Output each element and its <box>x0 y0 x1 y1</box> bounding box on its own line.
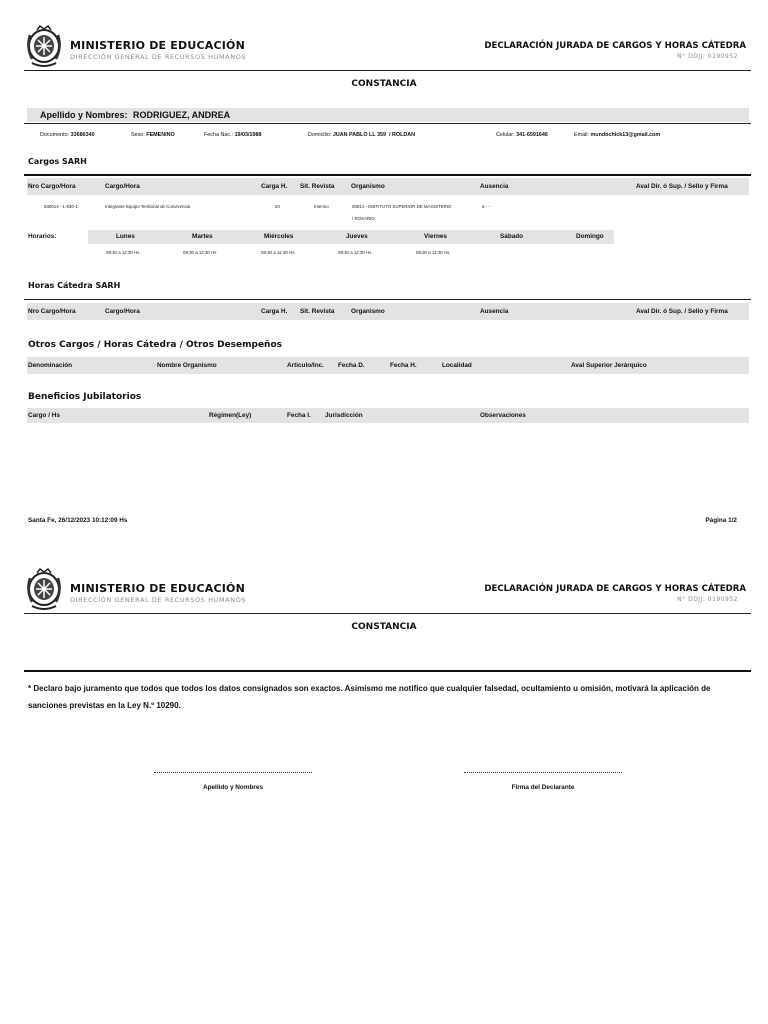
time-viernes: 08:30 a 12:30 Hs <box>416 250 450 255</box>
hc-col-nro-cargo: Nro Cargo/Hora <box>28 308 76 315</box>
ot-col-aval-superior: Aval Superior Jerárquico <box>571 362 647 369</box>
email-field: Email: mundochick13@gmail.com <box>574 132 661 138</box>
provincial-seal-icon <box>24 568 64 612</box>
col-cargo-hora: Cargo/Hora <box>105 183 140 190</box>
bj-col-jurisdiccion: Jurisdicción <box>325 412 363 419</box>
name-divider <box>24 123 751 124</box>
col-aval: Aval Dir. ó Sup. / Sello y Firma <box>636 183 728 190</box>
ot-col-fecha-d: Fecha D. <box>338 362 365 369</box>
document-title: DECLARACIÓN JURADA DE CARGOS Y HORAS CÁTEDRA <box>484 41 746 51</box>
documento-field: Documento: 33686340 <box>40 132 95 138</box>
day-jueves: Jueves <box>346 233 368 240</box>
cargo-ausencia-value: a - - <box>482 204 490 209</box>
document-number: N° DDJJ: 0190952 <box>677 53 738 60</box>
bj-col-observaciones: Observaciones <box>480 412 526 419</box>
sexo-field: Sexo: FEMENINO <box>131 132 175 138</box>
footer-page-number: Página 1/2 <box>705 517 737 524</box>
ot-col-articulo: Articulo/Inc. <box>287 362 324 369</box>
otros-header-row <box>27 357 749 374</box>
hc-col-carga-h: Carga H. <box>261 308 288 315</box>
name-value: RODRIGUEZ, ANDREA <box>133 110 231 120</box>
hc-col-organismo: Organismo <box>351 308 385 315</box>
ministry-title-page2: MINISTERIO DE EDUCACIÓN <box>70 582 245 595</box>
beneficios-header-row <box>27 408 749 423</box>
time-lunes: 08:30 a 12:30 Hs <box>106 250 140 255</box>
day-lunes: Lunes <box>116 233 135 240</box>
cargos-sarh-title: Cargos SARH <box>28 157 87 166</box>
name-label: Apellido y Nombres: <box>40 110 128 120</box>
sig-name-label: Apellido y Nombres <box>202 784 263 791</box>
celular-field: Celular: 341-6591646 <box>496 132 548 138</box>
cargos-sarh-divider <box>24 174 751 176</box>
ministry-subtitle: DIRECCIÓN GENERAL DE RECURSOS HUMANOS <box>70 53 247 61</box>
day-martes: Martes <box>192 233 213 240</box>
document-number-page2: N° DDJJ: 0190952 <box>677 596 738 603</box>
ot-col-localidad: Localidad <box>442 362 472 369</box>
declarant-signature-line <box>464 772 622 773</box>
hc-col-aval: Aval Dir. ó Sup. / Sello y Firma <box>636 308 728 315</box>
ministry-title: MINISTERIO DE EDUCACIÓN <box>70 39 245 52</box>
beneficios-title: Beneficios Jubilatorios <box>28 392 142 402</box>
ot-col-nombre-organismo: Nombre Organismo <box>157 362 217 369</box>
time-martes: 08:30 a 12:30 Hs <box>183 250 217 255</box>
horas-catedra-title: Horas Cátedra SARH <box>28 281 121 290</box>
cargo-sit-value: Interino <box>314 204 329 209</box>
document-title-page2: DECLARACIÓN JURADA DE CARGOS Y HORAS CÁTEDRA <box>484 584 746 594</box>
header-divider <box>24 70 751 71</box>
provincial-seal-icon <box>24 25 64 69</box>
cargo-name-value: Integrante Equipo Territorial de Convivencia <box>105 204 191 209</box>
declaration-text: * Declaro bajo juramento que todos que todos los datos consignados son exactos. Asimismo me notifico que cualquier falsedad, ocultamiento u omisión, motivará la aplicación de sanciones previstas en la Ley N.º 10290. <box>28 684 711 710</box>
cargo-org-value-1: 00014 - INSTITUTO SUPERIOR DE MAGISTERIO <box>352 204 452 209</box>
ot-col-fecha-h: Fecha H. <box>390 362 417 369</box>
col-carga-h: Carga H. <box>261 183 288 190</box>
day-viernes: Viernes <box>424 233 447 240</box>
domicilio-field: Domicilio: JUAN PABLO LL 359 / ROLDAN <box>308 132 416 138</box>
cargo-org-value-2: / ROSARIO <box>352 216 375 221</box>
time-jueves: 08:30 a 12:30 Hs <box>338 250 372 255</box>
header-divider-page2 <box>24 613 751 614</box>
horarios-label: Horarios: <box>28 233 57 240</box>
hc-col-cargo-hora: Cargo/Hora <box>105 308 140 315</box>
horarios-days-row <box>88 230 614 244</box>
footer-place-date: Santa Fe, 26/12/2023 10:12:09 Hs <box>28 517 128 524</box>
otros-cargos-title: Otros Cargos / Horas Cátedra / Otros Desempeños <box>28 340 282 350</box>
cargo-nro-value: 830014 - 1-830-1 <box>44 204 78 209</box>
time-miercoles: 08:30 a 12:30 Hs <box>261 250 295 255</box>
col-nro-cargo: Nro Cargo/Hora <box>28 183 76 190</box>
constancia-title-page2: CONSTANCIA <box>351 622 417 632</box>
horas-catedra-header-row <box>27 303 749 320</box>
day-domingo: Domingo <box>576 233 604 240</box>
bj-col-fecha-i: Fecha I. <box>287 412 311 419</box>
hc-col-ausencia: Ausencia <box>480 308 509 315</box>
col-ausencia: Ausencia <box>480 183 509 190</box>
sig-signature-label: Firma del Declarante <box>511 784 575 791</box>
bj-col-cargo-hs: Cargo / Hs <box>28 412 60 419</box>
col-sit-revista: Sit. Revista <box>300 183 335 190</box>
constancia-title: CONSTANCIA <box>351 79 417 89</box>
day-sabado: Sábado <box>500 233 524 240</box>
hc-col-sit-revista: Sit. Revista <box>300 308 335 315</box>
bj-col-regimen: Régimen(Ley) <box>209 412 252 419</box>
cargos-sarh-header-row <box>27 178 749 195</box>
day-miercoles: Miércoles <box>264 233 294 240</box>
cargo-carga-value: 20 <box>275 204 280 209</box>
ministry-subtitle-page2: DIRECCIÓN GENERAL DE RECURSOS HUMANOS <box>70 596 247 604</box>
declaration-divider <box>24 670 751 672</box>
fecha-nac-field: Fecha Nac.: 19/03/1988 <box>204 132 262 138</box>
person-name-band <box>27 108 749 122</box>
col-organismo: Organismo <box>351 183 385 190</box>
ot-col-denominacion: Denominación <box>28 362 73 369</box>
name-signature-line <box>154 772 312 773</box>
horas-catedra-divider <box>24 299 751 300</box>
